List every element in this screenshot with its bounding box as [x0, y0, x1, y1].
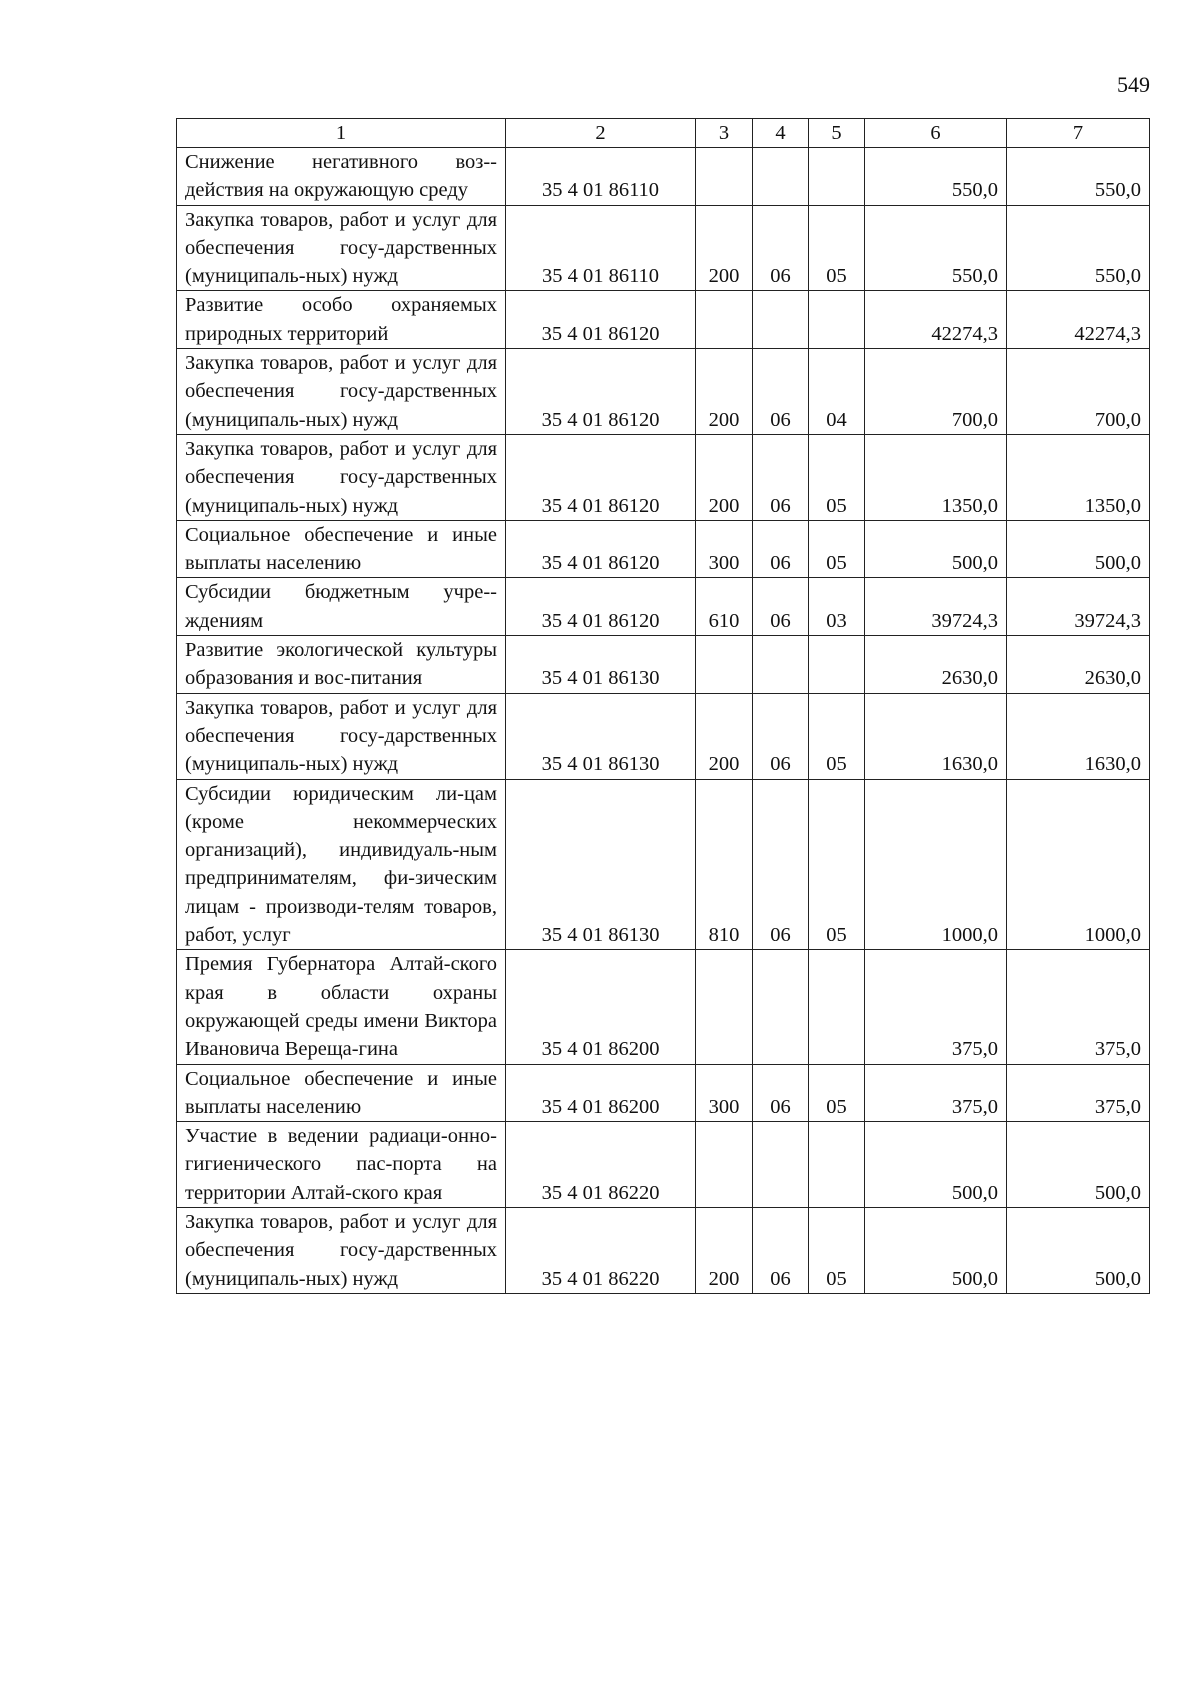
row-col-3: 300	[696, 520, 753, 578]
row-col-5: 05	[809, 1064, 865, 1122]
row-amount-6: 1630,0	[865, 693, 1007, 779]
row-amount-7: 42274,3	[1007, 291, 1150, 349]
row-col-3: 200	[696, 205, 753, 291]
row-amount-6: 1350,0	[865, 434, 1007, 520]
row-col-4	[753, 950, 809, 1064]
row-col-3: 810	[696, 779, 753, 950]
header-col-6: 6	[865, 119, 1007, 148]
table-row	[177, 148, 1150, 206]
header-col-4: 4	[753, 119, 809, 148]
row-name: Закупка товаров, работ и услуг для обеспечения госу-дарственных (муниципаль-ных) нужд	[177, 1207, 506, 1293]
row-code: 35 4 01 86220	[506, 1207, 696, 1293]
table-row	[177, 693, 1150, 779]
row-col-4: 06	[753, 205, 809, 291]
header-col-7: 7	[1007, 119, 1150, 148]
row-name: Закупка товаров, работ и услуг для обеспечения госу-дарственных (муниципаль-ных) нужд	[177, 693, 506, 779]
table-row	[177, 434, 1150, 520]
row-name: Премия Губернатора Алтай-ского края в области охраны окружающей среды имени Виктора Ивановича Вереща-гина	[177, 950, 506, 1064]
row-col-5: 05	[809, 1207, 865, 1293]
table-row	[177, 349, 1150, 435]
row-col-4: 06	[753, 779, 809, 950]
row-col-3	[696, 636, 753, 694]
row-amount-7: 550,0	[1007, 205, 1150, 291]
row-col-5	[809, 148, 865, 206]
row-col-5: 05	[809, 779, 865, 950]
row-col-4	[753, 636, 809, 694]
row-col-4	[753, 1122, 809, 1208]
row-amount-7: 2630,0	[1007, 636, 1150, 694]
row-col-5	[809, 950, 865, 1064]
row-amount-6: 700,0	[865, 349, 1007, 435]
row-amount-7: 1350,0	[1007, 434, 1150, 520]
row-code: 35 4 01 86130	[506, 693, 696, 779]
row-amount-6: 500,0	[865, 1122, 1007, 1208]
table-row	[177, 636, 1150, 694]
row-col-3: 200	[696, 1207, 753, 1293]
row-amount-6: 39724,3	[865, 578, 1007, 636]
row-col-5: 04	[809, 349, 865, 435]
row-name: Субсидии бюджетным учре-ждениям	[177, 578, 506, 636]
row-col-5	[809, 1122, 865, 1208]
table-row	[177, 1207, 1150, 1293]
row-code: 35 4 01 86130	[506, 636, 696, 694]
page-number: 549	[1117, 72, 1150, 97]
row-code: 35 4 01 86200	[506, 950, 696, 1064]
header-row	[177, 119, 1150, 148]
table-body	[177, 148, 1150, 1294]
row-amount-6: 375,0	[865, 1064, 1007, 1122]
row-name: Участие в ведении радиаци-онно-гигиенического пас-порта на территории Алтай-ского края	[177, 1122, 506, 1208]
row-name: Закупка товаров, работ и услуг для обеспечения госу-дарственных (муниципаль-ных) нужд	[177, 434, 506, 520]
table-row	[177, 291, 1150, 349]
row-amount-7: 500,0	[1007, 1122, 1150, 1208]
row-amount-6: 2630,0	[865, 636, 1007, 694]
row-amount-7: 500,0	[1007, 1207, 1150, 1293]
row-col-4: 06	[753, 1064, 809, 1122]
row-col-3	[696, 1122, 753, 1208]
row-code: 35 4 01 86200	[506, 1064, 696, 1122]
row-code: 35 4 01 86130	[506, 779, 696, 950]
row-col-3: 610	[696, 578, 753, 636]
row-col-4	[753, 291, 809, 349]
row-col-4: 06	[753, 578, 809, 636]
row-col-5: 05	[809, 693, 865, 779]
row-col-5	[809, 291, 865, 349]
row-col-4: 06	[753, 1207, 809, 1293]
row-col-5: 03	[809, 578, 865, 636]
row-amount-6: 550,0	[865, 205, 1007, 291]
row-amount-6: 42274,3	[865, 291, 1007, 349]
row-col-5: 05	[809, 520, 865, 578]
row-code: 35 4 01 86120	[506, 434, 696, 520]
row-col-3: 300	[696, 1064, 753, 1122]
row-col-5: 05	[809, 434, 865, 520]
row-col-4: 06	[753, 693, 809, 779]
row-col-3: 200	[696, 349, 753, 435]
header-col-2: 2	[506, 119, 696, 148]
row-col-4	[753, 148, 809, 206]
row-amount-7: 1000,0	[1007, 779, 1150, 950]
row-amount-6: 1000,0	[865, 779, 1007, 950]
row-amount-7: 700,0	[1007, 349, 1150, 435]
row-code: 35 4 01 86120	[506, 578, 696, 636]
row-amount-7: 1630,0	[1007, 693, 1150, 779]
row-name: Субсидии юридическим ли-цам (кроме некоммерческих организаций), индивидуаль-ным предпринимателям, фи-зическим лицам - производи-телям товаров, работ, услуг	[177, 779, 506, 950]
row-col-3: 200	[696, 693, 753, 779]
row-amount-6: 375,0	[865, 950, 1007, 1064]
row-amount-7: 39724,3	[1007, 578, 1150, 636]
row-code: 35 4 01 86120	[506, 520, 696, 578]
row-amount-6: 500,0	[865, 520, 1007, 578]
row-name: Закупка товаров, работ и услуг для обеспечения госу-дарственных (муниципаль-ных) нужд	[177, 205, 506, 291]
row-amount-6: 500,0	[865, 1207, 1007, 1293]
row-amount-7: 500,0	[1007, 520, 1150, 578]
row-name: Развитие экологической культуры образования и вос-питания	[177, 636, 506, 694]
table-row	[177, 779, 1150, 950]
table-row	[177, 520, 1150, 578]
header-col-1: 1	[177, 119, 506, 148]
row-name: Социальное обеспечение и иные выплаты населению	[177, 1064, 506, 1122]
row-amount-7: 375,0	[1007, 1064, 1150, 1122]
row-col-3	[696, 148, 753, 206]
table-row	[177, 1122, 1150, 1208]
table-row	[177, 950, 1150, 1064]
row-code: 35 4 01 86120	[506, 349, 696, 435]
row-code: 35 4 01 86110	[506, 205, 696, 291]
row-col-4: 06	[753, 520, 809, 578]
row-col-3: 200	[696, 434, 753, 520]
row-name: Социальное обеспечение и иные выплаты населению	[177, 520, 506, 578]
row-code: 35 4 01 86110	[506, 148, 696, 206]
row-name: Закупка товаров, работ и услуг для обеспечения госу-дарственных (муниципаль-ных) нужд	[177, 349, 506, 435]
header-col-3: 3	[696, 119, 753, 148]
row-amount-7: 375,0	[1007, 950, 1150, 1064]
table-row	[177, 578, 1150, 636]
row-name: Развитие особо охраняемых природных территорий	[177, 291, 506, 349]
row-code: 35 4 01 86220	[506, 1122, 696, 1208]
row-code: 35 4 01 86120	[506, 291, 696, 349]
row-col-5	[809, 636, 865, 694]
row-col-4: 06	[753, 434, 809, 520]
row-amount-6: 550,0	[865, 148, 1007, 206]
row-col-4: 06	[753, 349, 809, 435]
row-name: Снижение негативного воз-действия на окружающую среду	[177, 148, 506, 206]
table-row	[177, 205, 1150, 291]
budget-table	[176, 118, 1150, 1294]
table-row	[177, 1064, 1150, 1122]
row-amount-7: 550,0	[1007, 148, 1150, 206]
row-col-5: 05	[809, 205, 865, 291]
header-col-5: 5	[809, 119, 865, 148]
row-col-3	[696, 950, 753, 1064]
row-col-3	[696, 291, 753, 349]
